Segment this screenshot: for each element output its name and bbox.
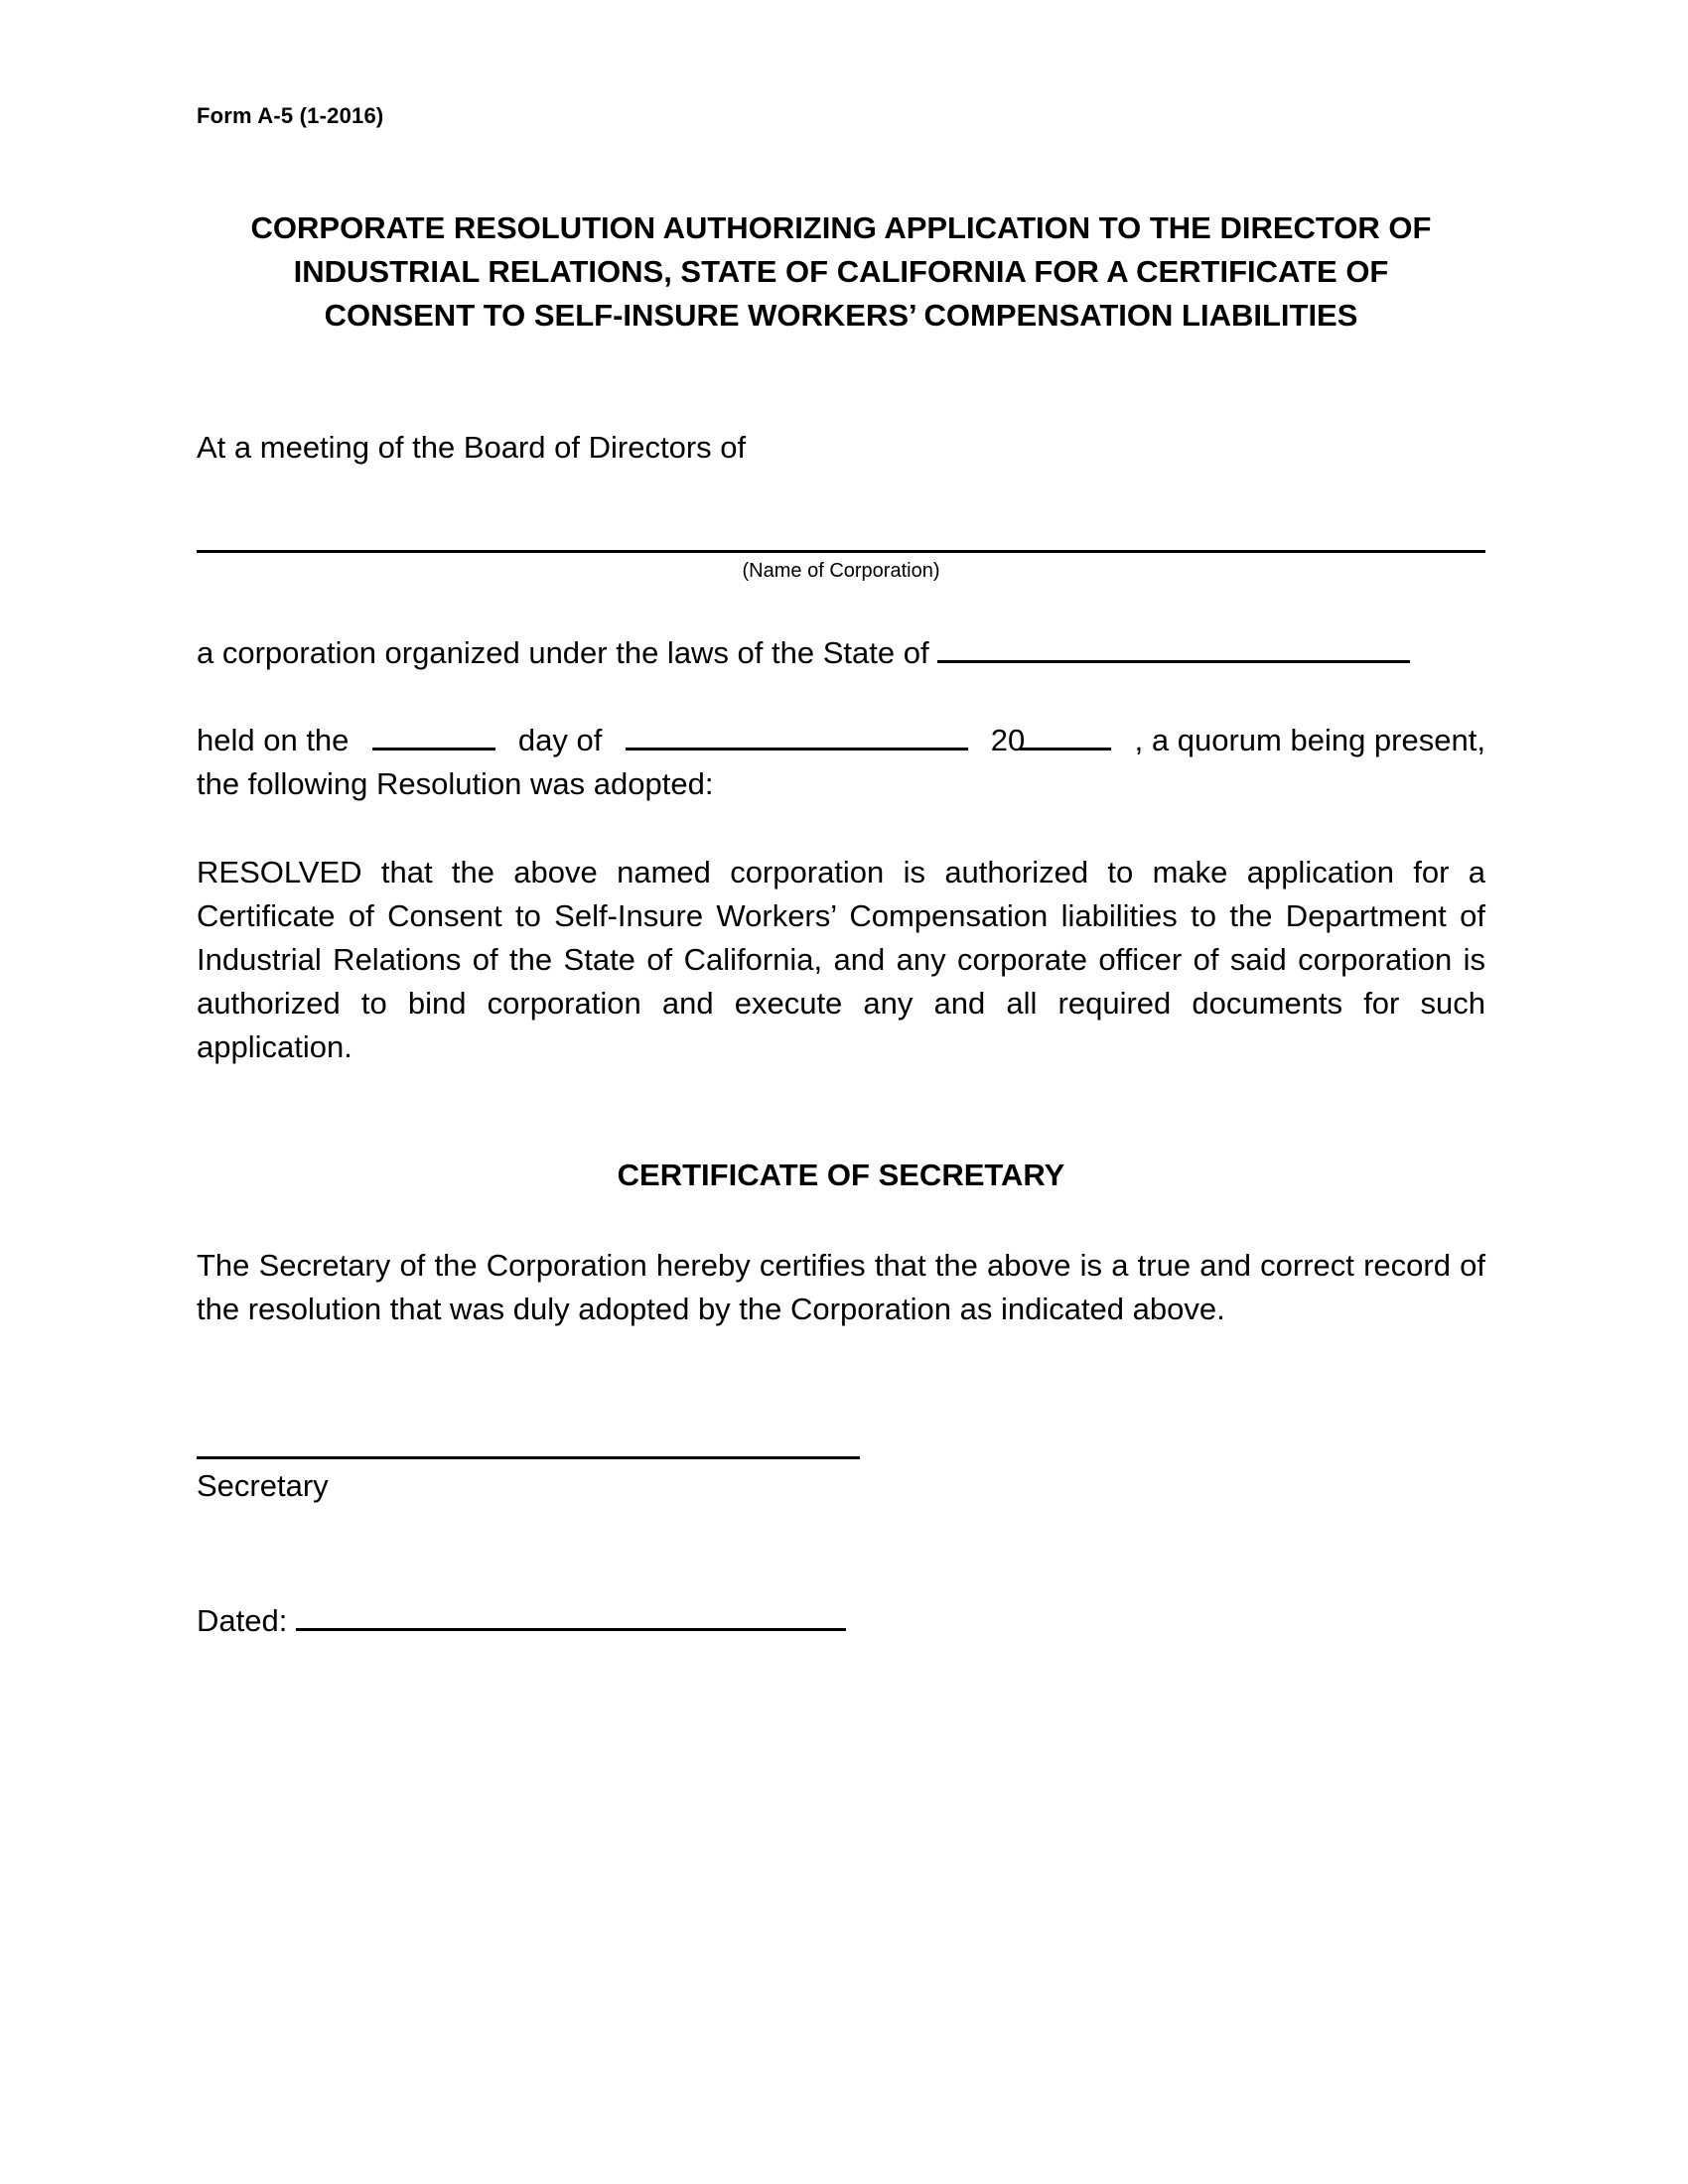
state-of-incorporation-row <box>197 630 1410 675</box>
corporation-name-caption: (Name of Corporation) <box>742 560 940 582</box>
meeting-intro: At a meeting of the Board of Directors of <box>197 430 747 465</box>
dated-row <box>197 1598 846 1643</box>
form-number: Form A-5 (1-2016) <box>197 103 384 128</box>
state-field[interactable] <box>937 630 1410 663</box>
dated-label: Dated: <box>197 1603 288 1638</box>
resolution-paragraph: RESOLVED that the above named corporation is authorized to make application for a Certificate of Consent to Self-Insure Workers’ Compensation liabilities to the Department of Industrial Relations of the State of California, and any corporate officer of said corporation is authorized to bind corporation and execute any and all required documents for such application. <box>197 855 1485 1064</box>
state-label: a corporation organized under the laws of the State of <box>197 635 929 670</box>
title-line-2: INDUSTRIAL RELATIONS, STATE OF CALIFORNIA FOR A CERTIFICATE OF <box>293 254 1389 289</box>
day-of-label: day of <box>517 723 603 757</box>
title-line-3: CONSENT TO SELF-INSURE WORKERS’ COMPENSATION LIABILITIES <box>324 298 1358 333</box>
year-field[interactable] <box>1020 718 1111 751</box>
year-prefix: 20 <box>990 723 1026 757</box>
dated-field[interactable] <box>296 1598 846 1631</box>
resolution-adopted-text: the following Resolution was adopted: <box>197 766 714 801</box>
title-line-1: CORPORATE RESOLUTION AUTHORIZING APPLICATION TO THE DIRECTOR OF <box>250 210 1432 245</box>
secretary-signature-field[interactable] <box>197 1456 860 1459</box>
quorum-text: , a quorum being present, <box>1134 723 1485 757</box>
meeting-date-block <box>197 718 1485 806</box>
corporation-name-field[interactable] <box>197 550 1485 553</box>
certificate-paragraph: The Secretary of the Corporation hereby certifies that the above is a true and correct record of the resolution that was duly adopted by the Corporation as indicated above. <box>197 1248 1485 1326</box>
certificate-heading: CERTIFICATE OF SECRETARY <box>617 1158 1065 1192</box>
held-on-label: held on the <box>197 723 350 757</box>
secretary-label: Secretary <box>197 1468 329 1503</box>
meeting-date-row <box>197 718 1485 762</box>
document-title <box>197 206 1485 338</box>
day-field[interactable] <box>372 718 495 751</box>
month-field[interactable] <box>626 718 968 751</box>
